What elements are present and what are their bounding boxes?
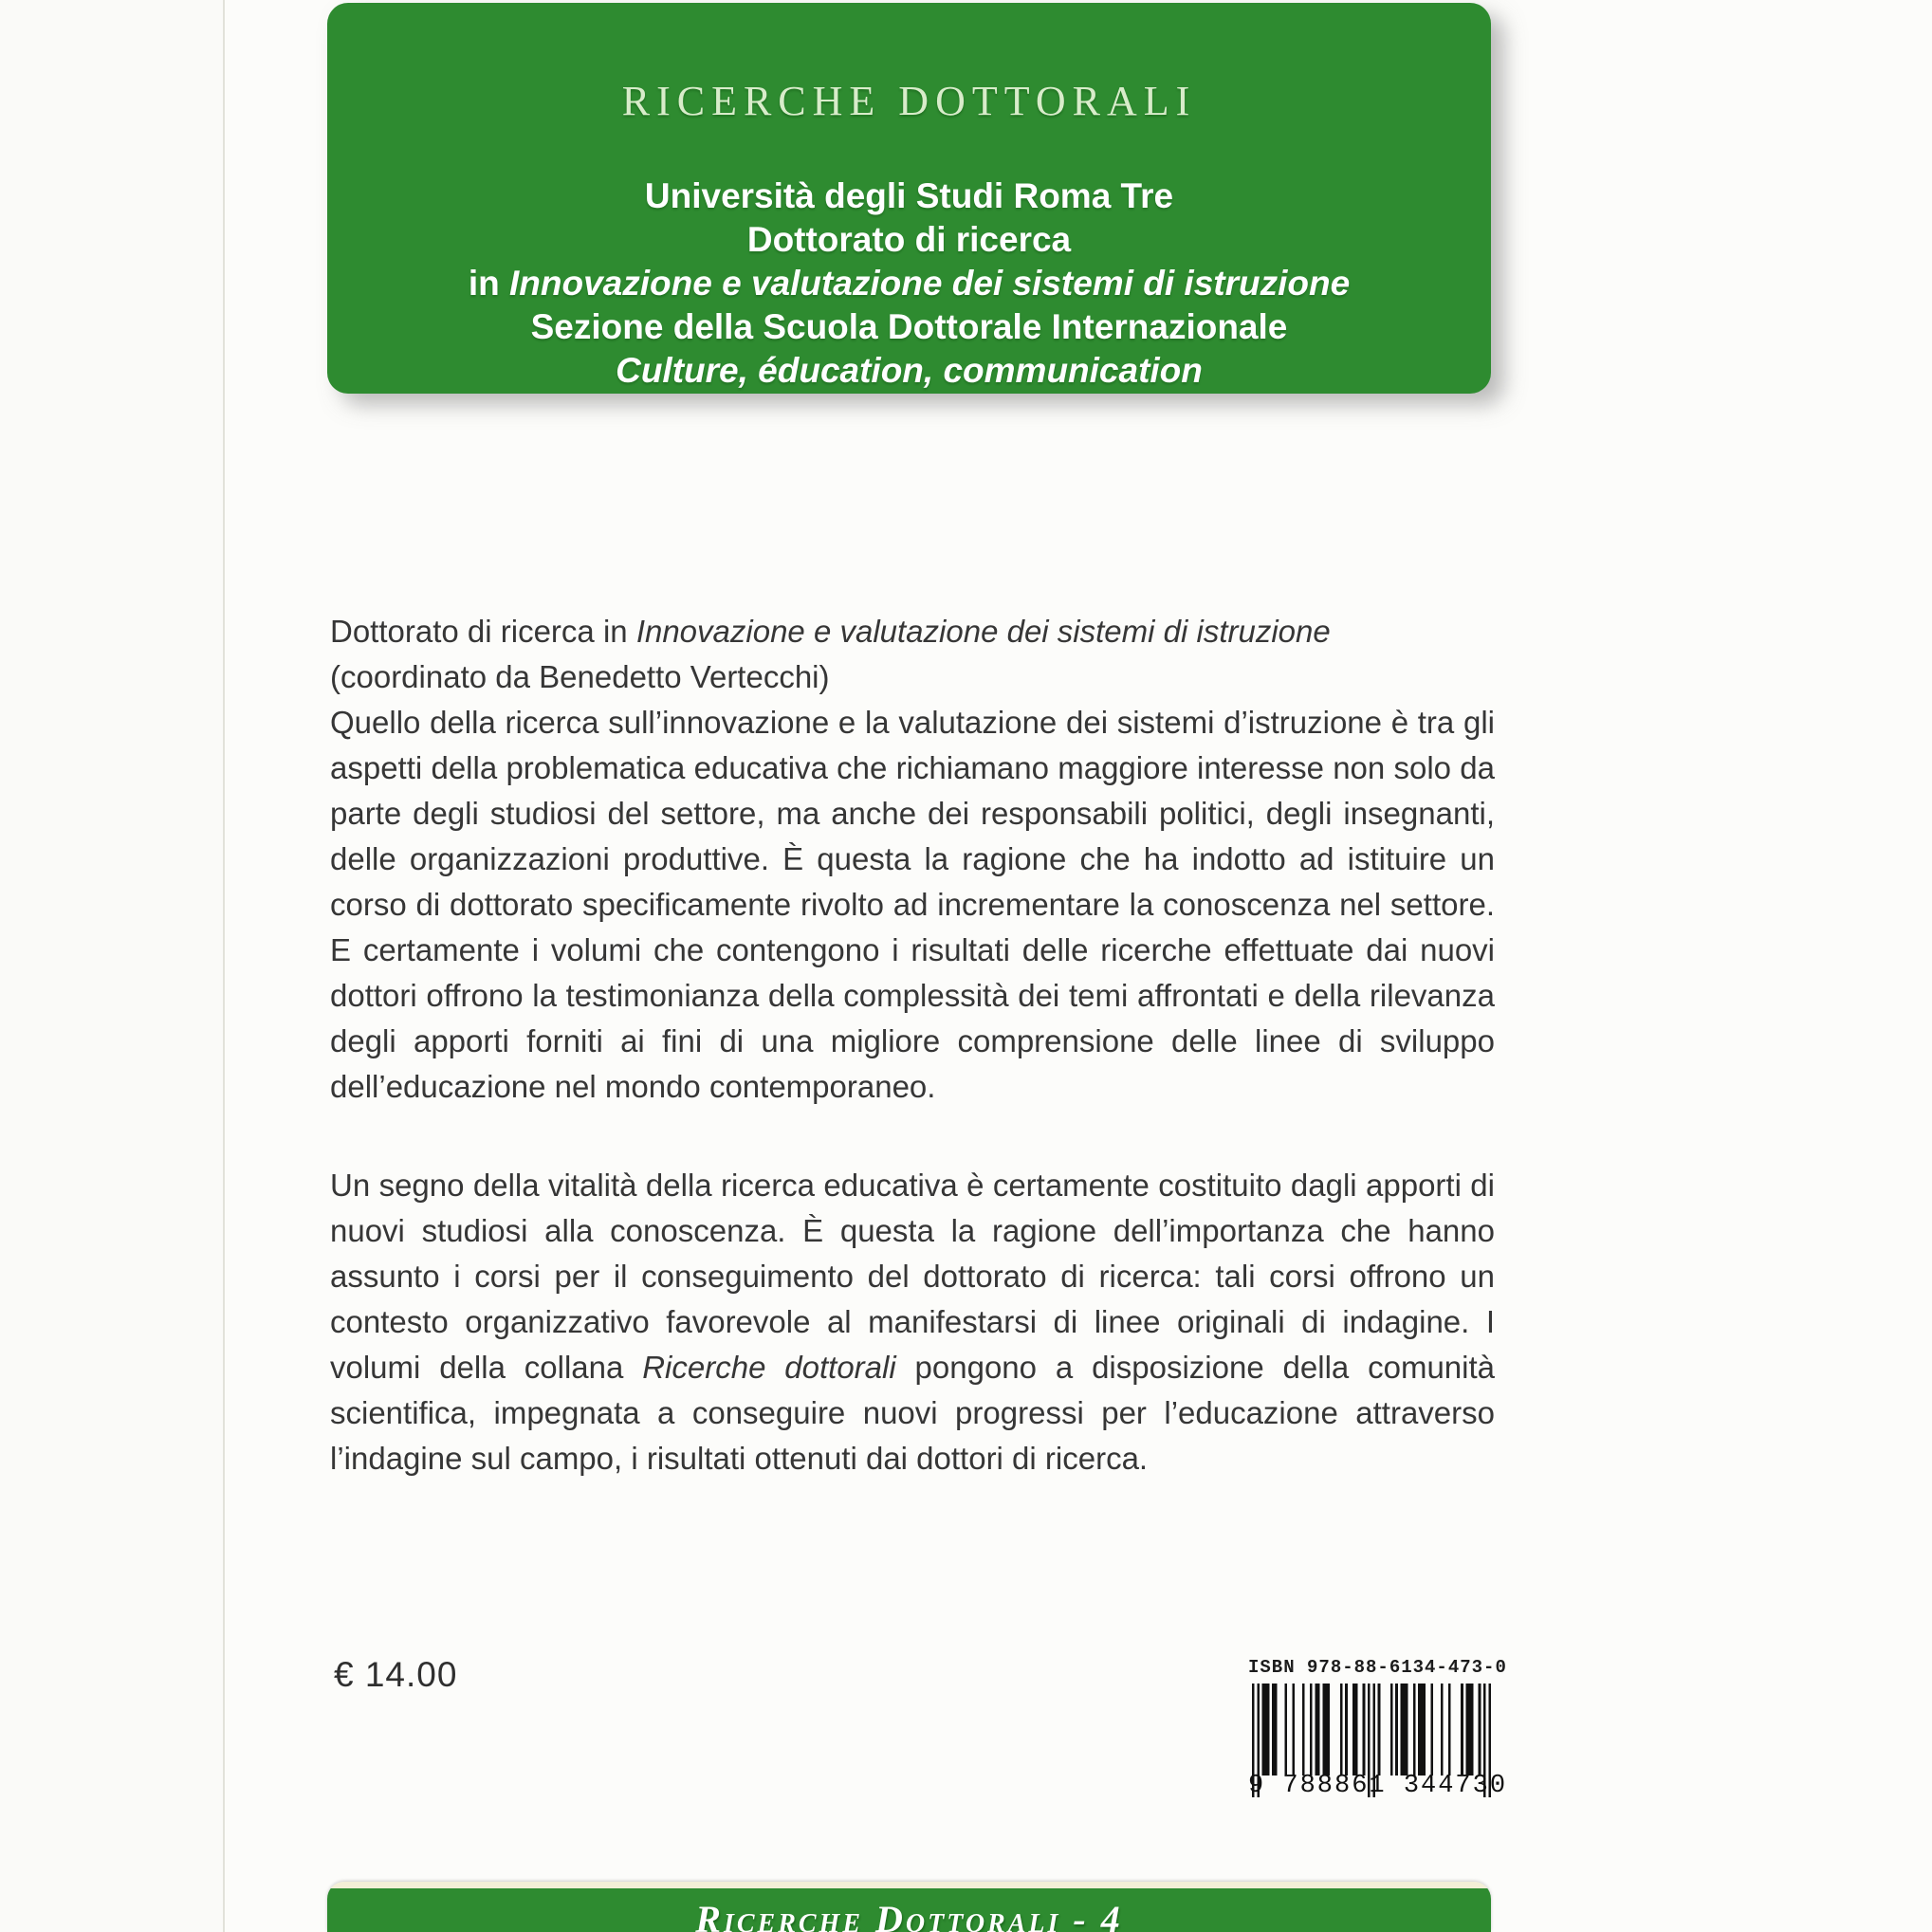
series-title: RICERCHE DOTTORALI	[621, 78, 1197, 124]
back-cover-text	[330, 609, 1495, 1481]
header-line-culture: Culture, éducation, communication	[616, 351, 1203, 390]
paragraph-1: Quello della ricerca sull’innovazione e la valutazione dei sistemi d’istruzione è tra gli aspetti della problematica educativa che richiamano maggiore interesse non solo da parte degli studiosi del settore, ma anche dei responsabili politici, degli insegnanti, delle organizzazioni produttive. È questa la ragione che ha indotto ad istituire un corso di dottorato specificamente rivolto ad incrementare la conoscenza nel settore. E certamente i volumi che contengono i risultati delle ricerche effettuate dai nuovi dottori offrono la testimonianza della complessità dei temi affrontati e della rilevanza degli apporti forniti ai fini di una migliore comprensione delle linee di sviluppo dell’educazione nel mondo contemporaneo.	[330, 705, 1495, 1104]
paragraph-2: Un segno della vitalità della ricerca educativa è certamente costituito dagli apporti di nuovi studiosi alla conoscenza. È questa la ragione dell’importanza che hanno assunto i corsi per il conseguimento del dottorato di ricerca: tali corsi offrono un contesto organizzativo favorevole al manifestarsi di linee originali di indagine. I volumi della collana Ricerche dottorali pongono a disposizione della comunità scientifica, impegnata a conseguire nuovi progressi per l’educazione attraverso l’indagine sul campo, i risultati ottenuti dai dottori di ricerca.	[330, 1168, 1496, 1476]
footer-bar	[327, 1882, 1491, 1932]
isbn-label: ISBN 978-88-6134-473-0	[1248, 1657, 1507, 1678]
isbn-barcode-block	[1248, 1657, 1508, 1800]
series-header-box	[327, 3, 1491, 394]
intro-line-1: Dottorato di ricerca in Innovazione e valutazione dei sistemi di istruzione	[330, 614, 1331, 649]
intro-line-2: (coordinato da Benedetto Vertecchi)	[330, 659, 830, 694]
header-lines	[327, 175, 1491, 393]
price-label: € 14.00	[334, 1655, 458, 1694]
footer-top-edge	[327, 1882, 1491, 1888]
header-line-program: in Innovazione e valutazione dei sistemi di istruzione	[468, 264, 1351, 303]
header-line-doctorate: Dottorato di ricerca	[746, 220, 1072, 259]
barcode-digits: 9 788861 344730	[1248, 1772, 1508, 1800]
footer-series-label: Ricerche Dottorali - 4	[695, 1898, 1123, 1932]
header-line-university: Università degli Studi Roma Tre	[644, 176, 1174, 215]
footer-green-bar	[327, 1888, 1491, 1932]
header-line-school: Sezione della Scuola Dottorale Internazionale	[530, 307, 1288, 346]
